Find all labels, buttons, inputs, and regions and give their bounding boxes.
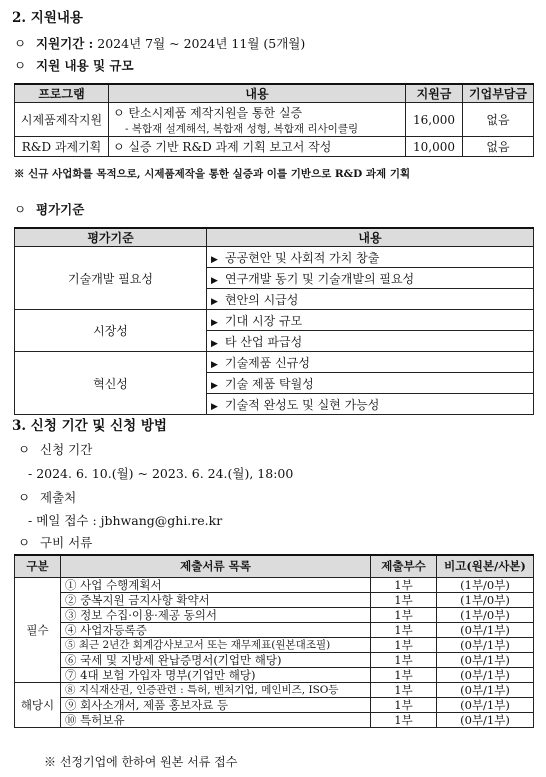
- amount-cell: 16,000: [406, 103, 463, 137]
- header-criteria: 평가기준: [15, 228, 207, 247]
- remark-cell: (0부/1부): [437, 682, 534, 697]
- header-remarks: 비고(원본/사본): [437, 555, 534, 577]
- table-row: [15, 622, 534, 637]
- copies-cell: 1부: [371, 712, 437, 727]
- doc-cell: ⑥ 국세 및 지방세 완납증명서(기업만 해당): [61, 652, 371, 667]
- doc-cell: ⑧ 지식재산권, 인증관련 : 특허, 벤처기업, 메인비즈, ISO등: [61, 682, 371, 697]
- copies-cell: 1부: [371, 592, 437, 607]
- circle-bullet-icon: ㅇ: [14, 36, 27, 51]
- doc-cell: ③ 정보 수집·이용·제공 동의서: [61, 607, 371, 622]
- docs-title: 구비 서류: [40, 535, 93, 550]
- remark-cell: (1부/0부): [437, 592, 534, 607]
- doc-cell: ② 중복지원 금지사항 확약서: [61, 592, 371, 607]
- copies-cell: 1부: [371, 637, 437, 652]
- table-row: [15, 577, 534, 592]
- triangle-bullet-icon: ▶: [211, 401, 218, 412]
- section-2-title: 2. 지원내용: [12, 10, 83, 26]
- copies-cell: 1부: [371, 622, 437, 637]
- support-period-value: 2024년 7월 ~ 2024년 11월 (5개월): [97, 36, 306, 51]
- triangle-bullet-icon: ▶: [211, 317, 218, 328]
- amount-cell: 10,000: [406, 137, 463, 157]
- header-doc-list: 제출서류 목록: [61, 555, 371, 577]
- criteria-item-text: 기술 제품 탁월성: [225, 376, 314, 391]
- program-cell: R&D 과제기획: [15, 137, 109, 157]
- support-period: [14, 34, 305, 52]
- table-row: [15, 247, 534, 268]
- submit-heading: [18, 488, 76, 506]
- table-row: [15, 637, 534, 652]
- doc-group-name: 필수: [15, 577, 61, 682]
- table-row: [15, 592, 534, 607]
- table-row: [15, 652, 534, 667]
- header-category: 구분: [15, 555, 61, 577]
- content-cell: [109, 103, 406, 137]
- remark-cell: (0부/1부): [437, 697, 534, 712]
- remark-cell: (0부/1부): [437, 712, 534, 727]
- submit-value: - 메일 접수 : jbhwang@ghi.re.kr: [28, 513, 223, 528]
- burden-cell: 없음: [463, 103, 534, 137]
- support-note: ※ 신규 사업화를 목적으로, 시제품제작을 통한 실증과 이를 기반으로 R&D 과제 기획: [14, 168, 411, 180]
- criteria-group-name: 혁신성: [15, 352, 207, 415]
- criteria-item: [207, 394, 534, 415]
- table-row: [15, 697, 534, 712]
- apply-period-heading: [18, 440, 92, 458]
- criteria-item: [207, 373, 534, 394]
- criteria-item-text: 공공현안 및 사회적 가치 창출: [225, 250, 380, 265]
- section-3-title: 3. 신청 기간 및 신청 방법: [12, 418, 167, 434]
- triangle-bullet-icon: ▶: [211, 338, 218, 349]
- remark-cell: (0부/1부): [437, 637, 534, 652]
- table-row: [15, 103, 534, 137]
- table-row: [15, 352, 534, 373]
- program-cell: 시제품제작지원: [15, 103, 109, 137]
- support-scope-heading: [14, 56, 134, 74]
- support-scope-title: 지원 내용 및 규모: [36, 58, 134, 73]
- apply-period-title: 신청 기간: [40, 442, 93, 457]
- table-row: [15, 310, 534, 331]
- remark-cell: (1부/0부): [437, 577, 534, 592]
- criteria-table: [14, 227, 534, 415]
- doc-cell: ⑦ 4대 보험 가입자 명부(기업만 해당): [61, 667, 371, 682]
- criteria-item: [207, 310, 534, 331]
- circle-bullet-icon: ㅇ: [18, 535, 31, 550]
- circle-bullet-icon: ㅇ: [18, 442, 31, 457]
- header-copies: 제출부수: [371, 555, 437, 577]
- table-row: [15, 667, 534, 682]
- burden-cell: 없음: [463, 137, 534, 157]
- doc-group-name: 해당시: [15, 682, 61, 727]
- copies-cell: 1부: [371, 682, 437, 697]
- criteria-item: [207, 331, 534, 352]
- criteria-item: [207, 289, 534, 310]
- content-main: ㅇ 탄소시제품 제작지원을 통한 실증: [113, 105, 303, 120]
- support-table: [14, 83, 534, 157]
- criteria-item-text: 기술제품 신규성: [225, 355, 310, 370]
- table-row: [15, 712, 534, 727]
- table-row: [15, 682, 534, 697]
- copies-cell: 1부: [371, 697, 437, 712]
- content-sub: - 복합재 설계해석, 복합재 성형, 복합재 리사이클링: [125, 122, 359, 135]
- criteria-group-name: 시장성: [15, 310, 207, 352]
- triangle-bullet-icon: ▶: [211, 296, 218, 307]
- remark-cell: (0부/1부): [437, 622, 534, 637]
- submit-title: 제출처: [40, 490, 77, 505]
- doc-cell: ⑩ 특허보유: [61, 712, 371, 727]
- criteria-item: [207, 352, 534, 373]
- circle-bullet-icon: ㅇ: [18, 490, 31, 505]
- criteria-item-text: 현안의 시급성: [225, 292, 299, 307]
- criteria-group-name: 기술개발 필요성: [15, 247, 207, 310]
- criteria-item-text: 기대 시장 규모: [225, 313, 303, 328]
- triangle-bullet-icon: ▶: [211, 254, 218, 265]
- circle-bullet-icon: ㅇ: [14, 202, 27, 217]
- criteria-item-text: 타 산업 파급성: [225, 334, 303, 349]
- copies-cell: 1부: [371, 577, 437, 592]
- header-burden: 기업부담금: [463, 84, 534, 103]
- table-row: [15, 137, 534, 157]
- criteria-title: 평가기준: [36, 202, 85, 217]
- footer-note: ※ 선정기업에 한하여 원본 서류 접수: [44, 755, 238, 769]
- doc-cell: ① 사업 수행계획서: [61, 577, 371, 592]
- doc-cell: ⑤ 최근 2년간 회계감사보고서 또는 재무제표(원본대조필): [61, 637, 371, 652]
- docs-heading: [18, 533, 92, 551]
- copies-cell: 1부: [371, 607, 437, 622]
- criteria-item-text: 기술적 완성도 및 실현 가능성: [225, 397, 380, 412]
- table-row: [15, 607, 534, 622]
- triangle-bullet-icon: ▶: [211, 380, 218, 391]
- apply-period-value: - 2024. 6. 10.(월) ~ 2023. 6. 24.(월), 18:00: [28, 466, 294, 481]
- circle-bullet-icon: ㅇ: [14, 58, 27, 73]
- criteria-item: [207, 268, 534, 289]
- triangle-bullet-icon: ▶: [211, 359, 218, 370]
- header-criteria-content: 내용: [207, 228, 534, 247]
- remark-cell: (0부/1부): [437, 667, 534, 682]
- support-period-label: 지원기간 :: [36, 36, 94, 51]
- criteria-item-text: 연구개발 동기 및 기술개발의 필요성: [225, 271, 415, 286]
- header-amount: 지원금: [406, 84, 463, 103]
- criteria-heading: [14, 200, 84, 218]
- doc-cell: ⑨ 회사소개서, 제품 홍보자료 등: [61, 697, 371, 712]
- header-program: 프로그램: [15, 84, 109, 103]
- content-cell: ㅇ 실증 기반 R&D 과제 기획 보고서 작성: [109, 137, 406, 157]
- triangle-bullet-icon: ▶: [211, 275, 218, 286]
- documents-table: [14, 554, 534, 728]
- remark-cell: (1부/0부): [437, 607, 534, 622]
- copies-cell: 1부: [371, 652, 437, 667]
- doc-cell: ④ 사업자등록증: [61, 622, 371, 637]
- criteria-item: [207, 247, 534, 268]
- copies-cell: 1부: [371, 667, 437, 682]
- remark-cell: (0부/1부): [437, 652, 534, 667]
- header-content: 내용: [109, 84, 406, 103]
